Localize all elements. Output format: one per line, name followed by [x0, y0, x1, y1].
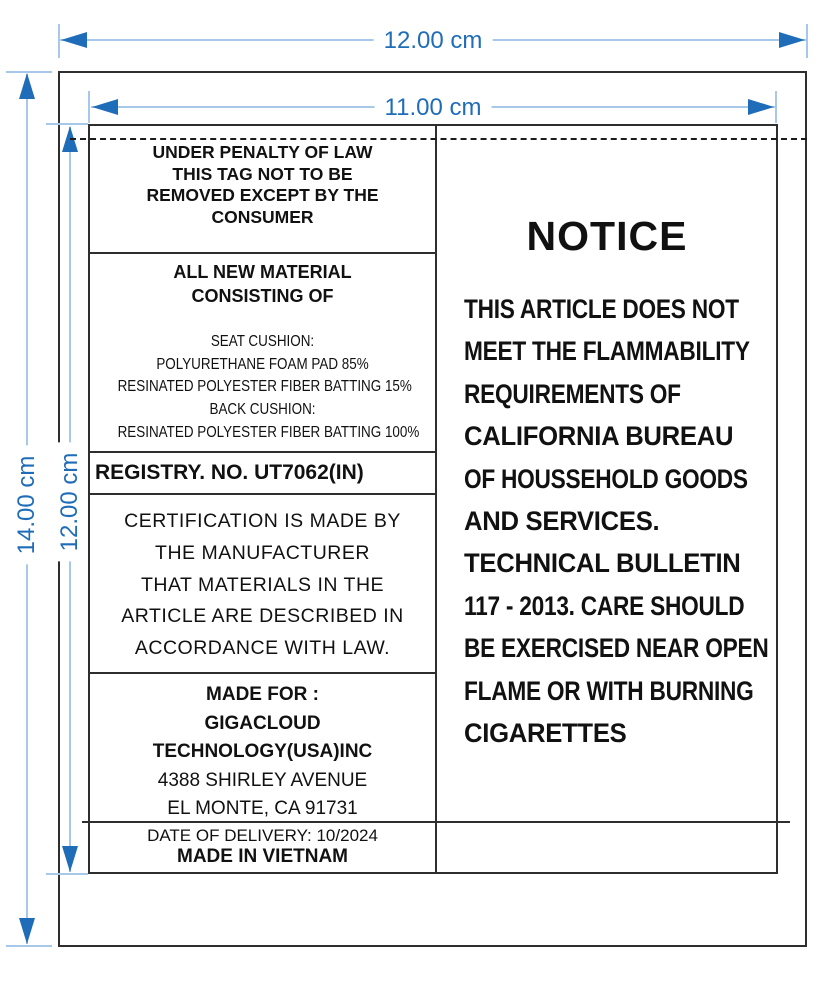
made-for-line: GIGACLOUD [204, 712, 321, 734]
notice-line: FLAME OR WITH BURNING [464, 675, 754, 706]
notice-line: CALIFORNIA BUREAU [464, 421, 734, 452]
dim-arrowhead-right-icon [779, 32, 805, 48]
notice-line: OF HOUSSEHOLD GOODS [464, 463, 748, 494]
materials-detail-line: BACK CUSHION: [209, 401, 316, 419]
notice-title: NOTICE [526, 213, 688, 259]
notice-line: BE EXERCISED NEAR OPEN [464, 633, 769, 664]
dim-arrowhead-left-icon [61, 32, 87, 48]
notice-line: THIS ARTICLE DOES NOT [464, 294, 739, 324]
certification-line: ARTICLE ARE DESCRIBED IN [121, 605, 404, 628]
delivery-date: DATE OF DELIVERY: 10/2024 [147, 826, 378, 845]
notice-line: REQUIREMENTS OF [464, 378, 681, 409]
dim-label-inner-width: 11.00 cm [375, 94, 492, 122]
dim-extension-tick [46, 873, 88, 875]
section-separator [88, 672, 435, 674]
materials-detail-line: SEAT CUSHION: [210, 333, 315, 350]
dim-extension-tick [46, 123, 88, 125]
country-of-origin: MADE IN VIETNAM [177, 846, 348, 867]
certification-line: ACCORDANCE WITH LAW. [134, 637, 391, 660]
made-for-line: MADE FOR : [206, 684, 319, 705]
made-for-block [90, 681, 435, 824]
materials-detail [90, 331, 435, 445]
dim-arrowhead-down-icon [62, 846, 78, 872]
notice-line: TECHNICAL BULLETIN [464, 548, 741, 579]
materials-heading-line: CONSISTING OF [191, 285, 334, 306]
certification-line: THE MANUFACTURER [155, 541, 370, 564]
dim-extension-tick [88, 91, 90, 123]
dim-extension-tick [6, 945, 52, 947]
section-separator [88, 252, 435, 254]
dim-extension-tick [775, 91, 777, 123]
registry-number: REGISTRY. NO. UT7062(IN) [95, 461, 364, 484]
dim-label-outer-height: 14.00 cm [13, 446, 41, 565]
materials-detail-line: POLYURETHANE FOAM PAD 85% [156, 355, 369, 373]
dim-label-inner-height: 12.00 cm [56, 443, 84, 562]
made-for-line: TECHNOLOGY(USA)INC [152, 741, 373, 763]
dim-label-outer-width: 12.00 cm [374, 27, 493, 55]
materials-heading-line: ALL NEW MATERIAL [173, 262, 352, 282]
notice-line: AND SERVICES. [464, 506, 660, 537]
materials-detail-line: RESINATED POLYESTER FIBER BATTING 15% [117, 378, 412, 396]
penalty-statement [90, 142, 435, 228]
certification-line: CERTIFICATION IS MADE BY [124, 510, 401, 532]
fold-dashed-line [70, 138, 807, 140]
notice-line: MEET THE FLAMMABILITY [464, 336, 750, 367]
dim-arrowhead-left-icon [92, 99, 118, 115]
materials-detail-line: RESINATED POLYESTER FIBER BATTING 100% [117, 423, 420, 441]
penalty-line: CONSUMER [211, 206, 314, 227]
penalty-line: REMOVED EXCEPT BY THE [146, 185, 379, 205]
section-separator [88, 493, 435, 495]
dim-extension-tick [58, 24, 60, 58]
notice-line: 117 - 2013. CARE SHOULD [464, 590, 745, 621]
made-for-address-line: EL MONTE, CA 91731 [167, 798, 358, 820]
penalty-line: UNDER PENALTY OF LAW [152, 142, 373, 162]
dim-extension-tick [806, 24, 808, 58]
dim-arrowhead-right-icon [748, 99, 774, 115]
notice-line: CIGARETTES [464, 718, 627, 749]
materials-heading [90, 261, 435, 308]
certification-statement [90, 506, 435, 665]
dim-arrowhead-down-icon [19, 918, 35, 944]
made-for-address-line: 4388 SHIRLEY AVENUE [157, 769, 368, 791]
certification-line: THAT MATERIALS IN THE [140, 573, 385, 596]
notice-body [464, 288, 776, 754]
dim-arrowhead-up-icon [19, 73, 35, 99]
penalty-line: THIS TAG NOT TO BE [172, 163, 353, 184]
